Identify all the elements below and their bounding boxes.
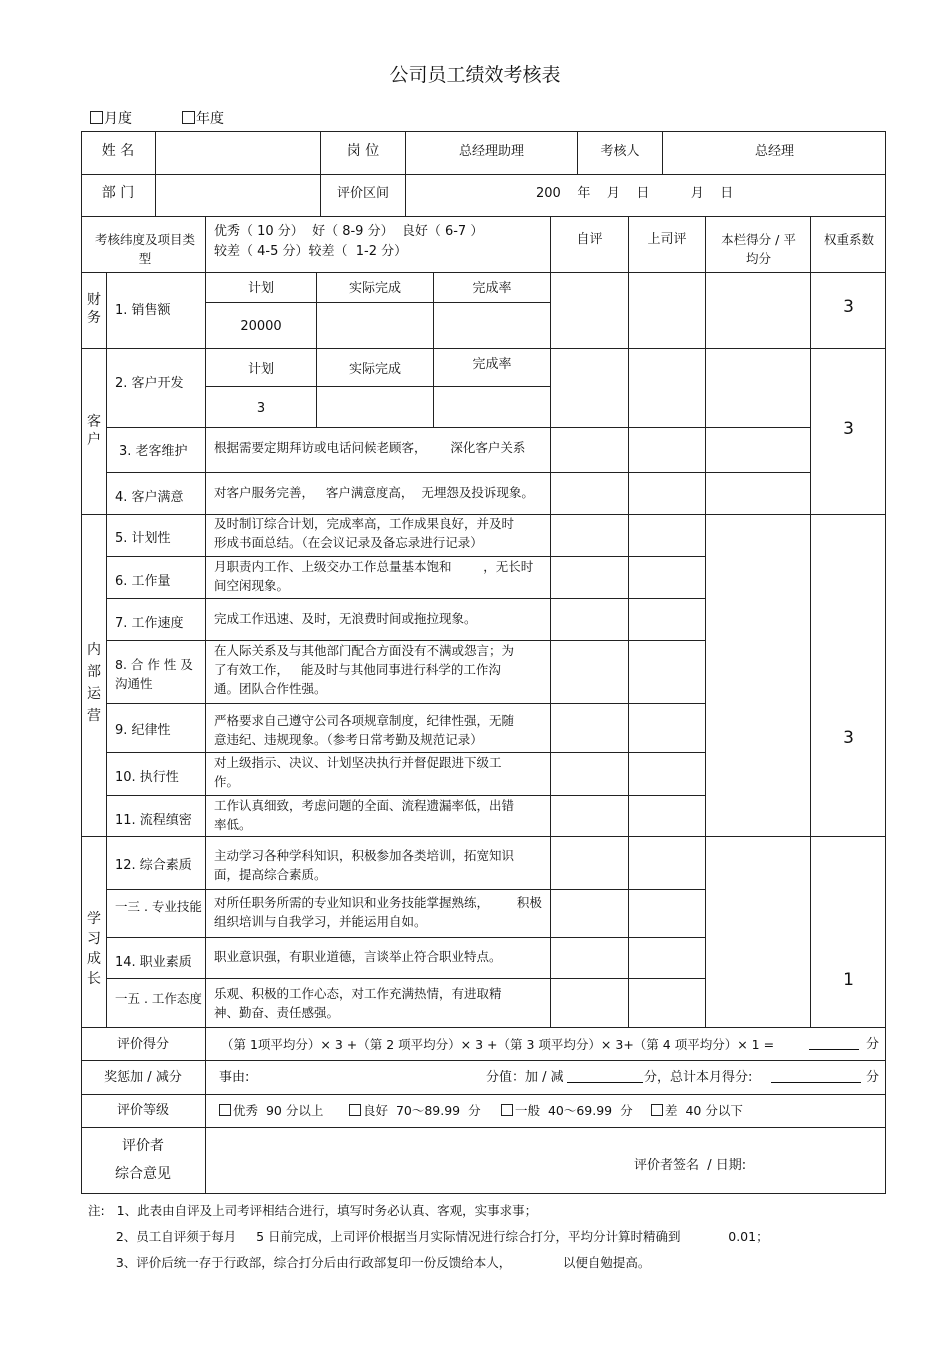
assessor-value[interactable]: 总经理	[754, 144, 794, 159]
section-operations: 内部运营	[87, 642, 101, 724]
plan-col-label: 计划	[247, 362, 274, 377]
item-description: 对客户服务完善， 客户满意度高， 无埋怨及投诉现象。	[214, 485, 534, 500]
item-label: 11. 流程缜密	[115, 813, 192, 828]
item-description: 对所任职务所需的专业知识和业务技能掌握熟练， 积极组织培训与自我学习，并能运用自如。	[214, 895, 542, 929]
grade-option-poor[interactable]: 差 40 分以下	[651, 1101, 743, 1120]
weight-label: 权重系数	[823, 232, 874, 247]
monthly-checkbox-icon[interactable]	[90, 111, 103, 124]
item-description: 职业意识强，有职业道德，言谈举止符合职业特点。	[214, 949, 502, 964]
score-label: 评价得分	[116, 1037, 169, 1052]
bonus-total-label: 分，总计本月得分:	[644, 1070, 753, 1085]
post-label: 岗 位	[346, 143, 380, 159]
scale-line-1: 优秀（ 10 分） 好（ 8-9 分） 良好（ 6-7 ）	[214, 224, 484, 239]
item-description: 对上级指示、决议、计划坚决执行并督促跟进下级工作。	[214, 755, 502, 789]
plan-col-label: 计划	[247, 281, 274, 296]
actual-col-label: 实际完成	[348, 362, 401, 377]
item-label: 9. 纪律性	[115, 723, 171, 738]
item-description: 月职责内工作、上级交办工作总量基本饱和 ，无长时间空闲现象。	[214, 559, 534, 593]
yearly-option[interactable]	[182, 108, 224, 128]
item-label: 10. 执行性	[115, 770, 179, 785]
rate-col-label: 完成率	[472, 357, 512, 372]
reason-label: 事由:	[219, 1070, 250, 1085]
item-description: 根据需要定期拜访或电话问候老顾客， 深化客户关系	[214, 440, 526, 455]
range-label: 评价区间	[336, 186, 389, 201]
opinion-label-2: 综合意见	[115, 1166, 171, 1182]
item-label: 2. 客户开发	[115, 376, 184, 391]
range-value[interactable]: 200 年 月 日 月 日	[536, 186, 734, 201]
form-title: 公司员工绩效考核表	[389, 64, 561, 86]
item-label: 一三 . 专业技能	[115, 899, 202, 914]
item-label: 5. 计划性	[115, 531, 171, 546]
notes	[88, 1198, 769, 1276]
item-label: 4. 客户满意	[115, 490, 184, 505]
bonus-label: 奖惩加 / 减分	[104, 1070, 182, 1085]
bonus-value-label: 分值：加 / 减	[486, 1070, 564, 1085]
bonus-value-field[interactable]	[567, 1068, 643, 1087]
item-label: 一五 . 工作态度	[115, 991, 202, 1006]
item-description: 及时制订综合计划，完成率高，工作成果良好，并及时形成书面总结。（在会议记录及备忘录进行记录）	[214, 516, 515, 550]
total-score-field[interactable]	[809, 1035, 859, 1054]
item-label: 7. 工作速度	[115, 616, 184, 631]
item-description: 严格要求自己遵守公司各项规章制度，纪律性强，无随意违纪、违规现象。（参考日常考勤及规范记录）	[214, 713, 515, 747]
checkbox-icon[interactable]	[651, 1104, 663, 1116]
item-label: 1. 销售额	[115, 303, 171, 318]
weight-customer: 3	[843, 419, 854, 439]
item-description: 完成工作迅速、及时，无浪费时间或拖拉现象。	[214, 611, 477, 626]
section-customer: 客户	[87, 414, 101, 448]
manager-eval-label: 上司评	[647, 232, 687, 247]
month-total-field[interactable]	[771, 1068, 861, 1087]
note-line: 3、评价后统一存于行政部，综合打分后由行政部复印一份反馈给本人， 以便自勉提高。	[88, 1255, 651, 1270]
scale-line-2: 较差（ 4-5 分）较差（ 1-2 分）	[214, 244, 408, 259]
yearly-checkbox-icon[interactable]	[182, 111, 195, 124]
column-score-label: 本栏得分 / 平均分	[721, 232, 796, 266]
item-description: 工作认真细致，考虑问题的全面、流程遗漏率低，出错率低。	[214, 798, 515, 832]
monthly-label: 月度	[104, 111, 132, 127]
opinion-field[interactable]	[211, 1131, 881, 1189]
score-unit: 分	[866, 1037, 880, 1052]
grade-option-good[interactable]: 良好 70～89.99 分	[349, 1101, 481, 1120]
bonus-unit: 分	[866, 1070, 880, 1085]
rate-col-label: 完成率	[472, 281, 512, 296]
item-label: 12. 综合素质	[115, 858, 192, 873]
note-line: 注: 1、此表由自评及上司考评相结合进行，填写时务必认真、客观，实事求事；	[88, 1203, 538, 1218]
weight-finance: 3	[843, 297, 854, 317]
grade-option-average[interactable]: 一般 40～69.99 分	[501, 1101, 633, 1120]
item-label: 14. 职业素质	[115, 955, 192, 970]
section-learning: 学习成长	[87, 911, 101, 987]
checkbox-icon[interactable]	[501, 1104, 513, 1116]
dept-label: 部 门	[101, 185, 135, 201]
section-finance: 财务	[87, 292, 101, 326]
checkbox-icon[interactable]	[349, 1104, 361, 1116]
assessment-form	[81, 131, 886, 1194]
weight-operations: 3	[843, 728, 854, 748]
item-description: 在人际关系及与其他部门配合方面没有不满或怨言；为了有效工作， 能及时与其他同事进行科学的工作沟通。团队合作性强。	[214, 643, 515, 696]
item-label: 3. 老客维护	[119, 444, 188, 459]
name-label: 姓 名	[101, 143, 135, 159]
actual-col-label: 实际完成	[348, 281, 401, 296]
signature-label: 评价者签名 / 日期:	[634, 1158, 747, 1173]
grade-option-excellent[interactable]: 优秀 90 分以上	[219, 1101, 323, 1120]
yearly-label: 年度	[196, 111, 224, 127]
item-description: 主动学习各种学科知识，积极参加各类培训，拓宽知识面，提高综合素质。	[214, 848, 515, 882]
plan-value[interactable]: 3	[256, 401, 266, 416]
item-description: 乐观、积极的工作心态，对工作充满热情，有进取精神、勤奋、责任感强。	[214, 986, 502, 1020]
monthly-option[interactable]	[90, 108, 132, 128]
assessor-label: 考核人	[600, 144, 640, 159]
checkbox-icon[interactable]	[219, 1104, 231, 1116]
dimension-label: 考核纬度及项目类型	[94, 232, 195, 266]
post-value[interactable]: 总经理助理	[458, 144, 524, 159]
note-line: 2、员工自评须于每月 5 日前完成，上司评价根据当月实际情况进行综合打分，平均分计算时精确到 0.01；	[88, 1229, 769, 1244]
grade-label: 评价等级	[116, 1103, 169, 1118]
score-formula: （第 1项平均分）× 3 +（第 2 项平均分）× 3 +（第 3 项平均分）× 3+（第 4 项平均分）× 1 =	[221, 1037, 775, 1052]
item-label: 6. 工作量	[115, 574, 171, 589]
self-eval-label: 自评	[576, 232, 603, 247]
plan-value[interactable]: 20000	[240, 319, 282, 334]
weight-learning: 1	[843, 970, 854, 990]
opinion-label-1: 评价者	[122, 1138, 164, 1154]
item-label: 8. 合 作 性 及 沟通性	[115, 657, 193, 691]
